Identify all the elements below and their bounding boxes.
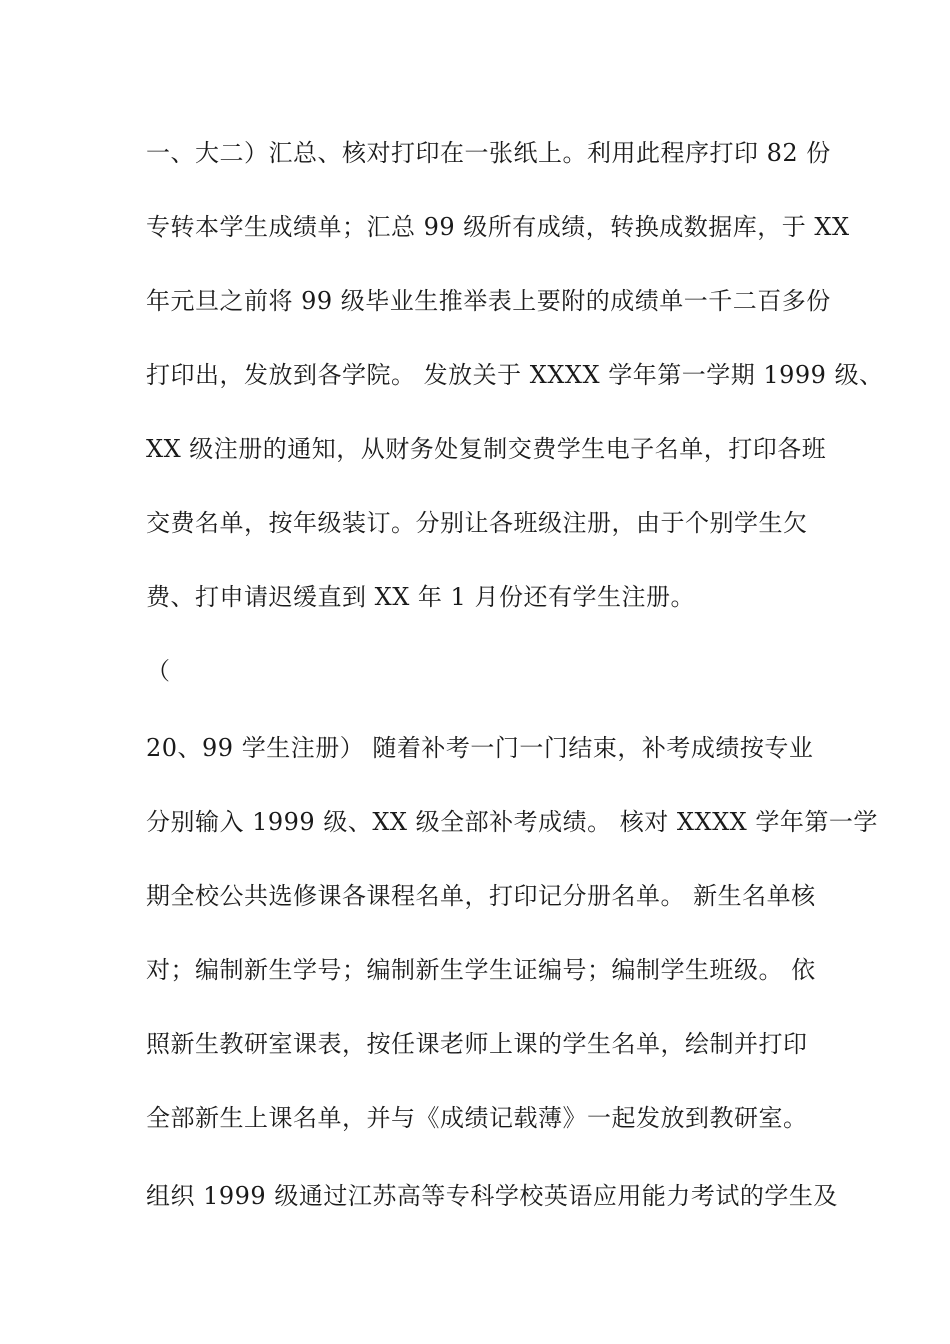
text-line-6: 交费名单，按年级装订。分别让各班级注册，由于个别学生欠 xyxy=(146,509,808,537)
text-line-3: 年元旦之前将 99 级毕业生推举表上要附的成绩单一千二百多份 xyxy=(146,287,831,315)
text-line-13: 照新生教研室课表，按任课老师上课的学生名单，绘制并打印 xyxy=(146,1030,808,1058)
text-line-8: （ xyxy=(146,657,171,685)
text-line-4: 打印出，发放到各学院。 发放关于 XXXX 学年第一学期 1999 级、 xyxy=(146,361,884,389)
text-line-11: 期全校公共选修课各课程名单，打印记分册名单。 新生名单核 xyxy=(146,882,816,910)
text-line-15: 组织 1999 级通过江苏高等专科学校英语应用能力考试的学生及 xyxy=(146,1182,838,1210)
text-line-12: 对；编制新生学号；编制新生学生证编号；编制学生班级。 依 xyxy=(146,956,816,984)
text-line-9: 20、99 学生注册） 随着补考一门一门结束，补考成绩按专业 xyxy=(146,734,814,762)
text-line-5: XX 级注册的通知，从财务处复制交费学生电子名单，打印各班 xyxy=(146,435,827,463)
text-line-2: 专转本学生成绩单；汇总 99 级所有成绩，转换成数据库，于 XX xyxy=(146,213,850,241)
text-line-1: 一、大二）汇总、核对打印在一张纸上。利用此程序打印 82 份 xyxy=(146,139,831,167)
text-line-14: 全部新生上课名单，并与《成绩记载薄》一起发放到教研室。 xyxy=(146,1104,808,1132)
text-line-7: 费、打申请迟缓直到 XX 年 1 月份还有学生注册。 xyxy=(146,583,695,611)
text-line-10: 分别输入 1999 级、XX 级全部补考成绩。 核对 XXXX 学年第一学 xyxy=(146,808,878,836)
